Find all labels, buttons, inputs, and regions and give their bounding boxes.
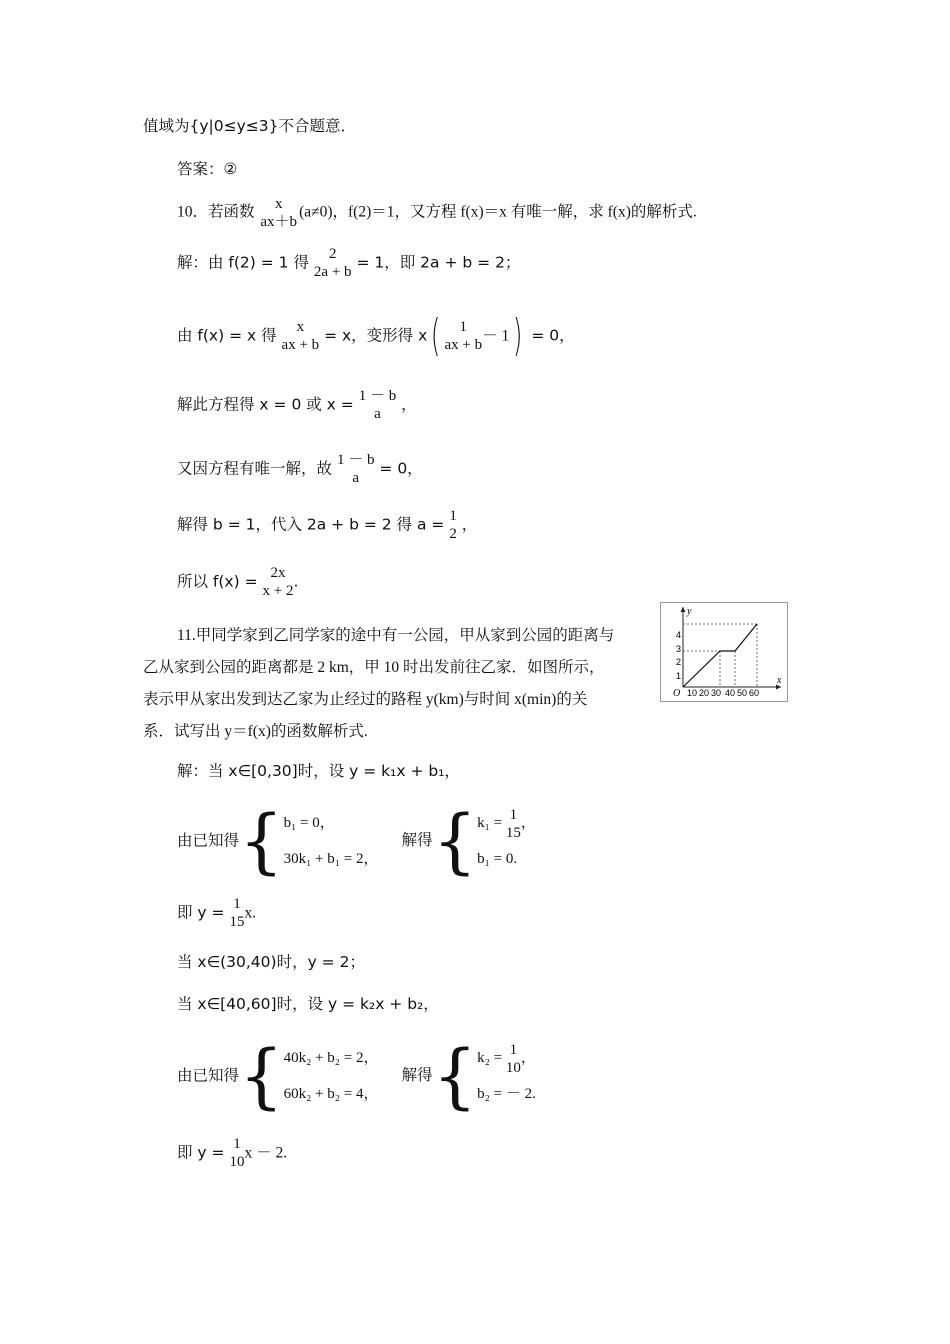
question-10: 10．若函数 x ax＋b (a≠0)，f(2)＝1，又方程 f(x)＝x 有唯一解，求 f(x)的解析式. (177, 196, 697, 230)
distance-time-figure (660, 602, 788, 702)
fraction-s5: 1 2 (449, 508, 457, 542)
fraction-s6: 2x x + 2 (262, 565, 294, 599)
fraction-s4: 1 － b a (336, 452, 375, 486)
x-tick-30: 30 (711, 688, 722, 698)
origin-label: O (673, 688, 681, 699)
system-1-equations: b₁ = 0， 30k₁ + b₁ = 2， (283, 815, 379, 867)
x-tick-10: 10 (687, 688, 698, 698)
solution-10-step-5: 解得 b = 1，代入 2a + b = 2 得 a = 1 2 ， (177, 508, 478, 542)
x-tick-50: 50 (737, 688, 748, 698)
fraction-t7: 1 10 (229, 1136, 245, 1170)
fraction-s2a: x ax + b (281, 319, 320, 353)
range-remark: 值域为{y|0≤y≤3}不合题意． (143, 117, 356, 135)
x-tick-60: 60 (749, 688, 760, 698)
solution-10-step-1: 解：由 f(2) = 1 得 2 2a + b = 1，即 2a + b = 2； (177, 246, 521, 280)
figure-svg (661, 603, 787, 701)
solution-11-step-7: 即 y = 1 10 x － 2. (177, 1136, 288, 1170)
solution-11-system-1: 由已知得{ b₁ = 0， 30k₁ + b₁ = 2， 解得{ k₁ = 1 15 ， b₁ = 0. (177, 800, 536, 882)
system-2-solution: k₂ = 1 10 ， b₂ = － 2. (477, 1041, 536, 1102)
solution-11-step-3: 即 y = 1 15 x. (177, 896, 257, 930)
solution-11-step-1: 解：当 x∈[0,30]时，设 y = k₁x + b₁， (177, 762, 460, 780)
question-11-line-2: 乙从家到公园的距离都是 2 km，甲 10 时出发前往乙家．如图所示， (143, 659, 605, 676)
left-brace: { (432, 800, 478, 882)
y-axis-label: y (687, 606, 692, 617)
left-brace: { (239, 1035, 284, 1117)
question-11-line-3: 表示甲从家出发到达乙家为止经过的路程 y(km)与时间 x(min)的关 (143, 691, 588, 708)
solution-10-step-4: 又因方程有唯一解，故 1 － b a = 0， (177, 452, 423, 486)
fraction-s1: 2 2a + b (313, 246, 352, 280)
answer-label: 答案： (177, 160, 224, 178)
solution-11-step-4: 当 x∈(30,40)时，y = 2； (177, 953, 365, 971)
y-tick-4: 4 (676, 630, 682, 640)
left-brace: { (432, 1035, 478, 1117)
answer-line (177, 162, 237, 178)
answer-value: ② (223, 160, 238, 178)
fraction-s2b: 1 ax + b (444, 319, 483, 353)
solution-10-step-6: 所以 f(x) = 2x x + 2 . (177, 565, 299, 599)
fraction-q10: x ax＋b (260, 196, 298, 230)
y-tick-3: 3 (676, 644, 682, 654)
x-tick-40: 40 (725, 688, 736, 698)
system-1-solution: k₁ = 1 15 ， b₁ = 0. (477, 806, 536, 867)
solution-10-step-2: 由 f(x) = x 得 x ax + b = x，变形得 x( 1 ax + b － 1) = 0， (177, 310, 575, 361)
y-tick-1: 1 (676, 671, 682, 681)
question-11-line-4: 系．试写出 y＝f(x)的函数解析式. (143, 723, 368, 740)
solution-11-step-5: 当 x∈[40,60]时，设 y = k₂x + b₂， (177, 995, 439, 1013)
system-2-equations: 40k₂ + b₂ = 2， 60k₂ + b₂ = 4， (283, 1050, 379, 1102)
x-tick-20: 20 (699, 688, 710, 698)
question-11-line-1: 11.甲同学家到乙同学家的途中有一公园，甲从家到公园的距离与 (177, 627, 615, 644)
x-axis-label: x (777, 675, 782, 686)
solution-10-step-3: 解此方程得 x = 0 或 x = 1 － b a ， (177, 388, 417, 422)
right-paren: ) (513, 310, 523, 361)
left-brace: { (239, 800, 284, 882)
y-tick-2: 2 (676, 657, 682, 667)
solution-11-system-2: 由已知得{ 40k₂ + b₂ = 2， 60k₂ + b₂ = 4， 解得{ k₂ = 1 10 ， b₂ = － 2. (177, 1035, 536, 1117)
y-axis-arrow (681, 607, 686, 612)
fraction-t3: 1 15 (229, 896, 245, 930)
fraction-s3: 1 － b a (358, 388, 397, 422)
left-paren: ( (431, 310, 441, 361)
